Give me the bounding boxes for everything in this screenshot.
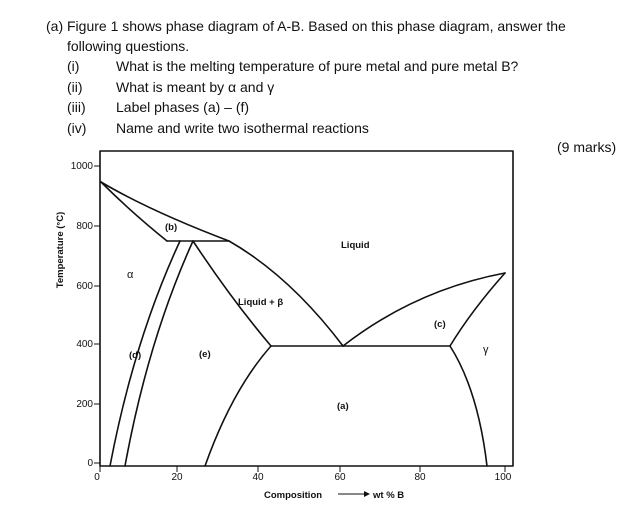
y-tick-1000: 1000	[70, 161, 93, 172]
question-item-text-4: Name and write two isothermal reactions	[116, 120, 369, 136]
marks-label: (9 marks)	[557, 139, 617, 155]
question-item-num-2: (ii)	[67, 79, 83, 95]
x-axis-label: Composition	[264, 490, 323, 501]
label-alpha: α	[127, 269, 134, 281]
y-tick-800: 800	[76, 221, 93, 232]
y-axis-label: Temperature (°C)	[55, 211, 66, 289]
label-b: (b)	[165, 222, 178, 233]
label-e: (e)	[199, 349, 211, 360]
liquidus-beta	[229, 241, 343, 346]
question-item-text-3: Label phases (a) – (f)	[116, 99, 250, 115]
label-liquid-beta: Liquid + β	[238, 297, 284, 308]
arrow-right-icon	[338, 491, 370, 497]
beta-solvus-right	[205, 346, 271, 466]
x-tick-100: 100	[494, 472, 512, 483]
x-axis-unit: wt % B	[373, 490, 405, 501]
label-liquid: Liquid	[341, 240, 370, 251]
beta-liquidus-boundary	[193, 241, 271, 346]
diagram-frame	[100, 151, 513, 466]
question-intro-line2: following questions.	[67, 38, 190, 54]
solidus-gamma	[450, 273, 505, 346]
x-tick-20: 20	[171, 472, 183, 483]
label-c: (c)	[434, 319, 446, 330]
x-tick-80: 80	[414, 472, 426, 483]
label-d: (d)	[129, 350, 142, 361]
x-tick-60: 60	[334, 472, 346, 483]
question-item-num-3: (iii)	[67, 99, 86, 115]
liquidus-gamma	[343, 273, 505, 346]
question-item-text-1: What is the melting temperature of pure metal and pure metal B?	[116, 58, 519, 74]
y-tick-0: 0	[87, 458, 93, 469]
y-tick-400: 400	[76, 339, 93, 350]
question-item-num-4: (iv)	[67, 120, 87, 136]
solvus-gamma	[450, 346, 487, 466]
question-item-text-2: What is meant by α and γ	[116, 79, 275, 95]
question-intro-line1: (a) Figure 1 shows phase diagram of A-B. Based on this phase diagram, answer the	[46, 18, 566, 34]
alpha-solvus	[110, 241, 180, 466]
x-tick-40: 40	[252, 472, 264, 483]
x-tick-0: 0	[94, 472, 100, 483]
y-tick-600: 600	[76, 281, 93, 292]
y-tick-200: 200	[76, 399, 93, 410]
question-item-num-1: (i)	[67, 58, 80, 74]
label-a: (a)	[337, 401, 349, 412]
label-gamma: γ	[483, 344, 489, 356]
